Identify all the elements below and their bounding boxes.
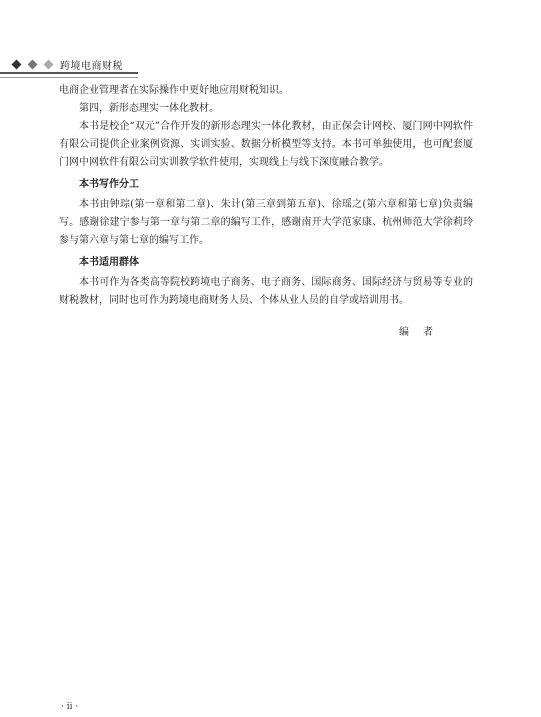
- body-paragraph: 本书是校企“双元”合作开发的新形态理实一体化教材，由正保会计网校、厦门网中网软件有限公司提供企业案例资源、实训实验、数据分析模型等支持。本书可单独使用，也可配套厦门网中网软件有限公司实训教学软件使用，实现线上与线下深度融合教学。: [59, 121, 473, 168]
- diamond-bullet-icon: [28, 59, 38, 69]
- page-number: · ii ·: [61, 702, 79, 712]
- author-signature: 编者: [399, 327, 447, 338]
- body-paragraph: 第四，新形态理实一体化教材。: [79, 103, 219, 114]
- header-rule: [0, 72, 138, 74]
- running-head-title: 跨境电商财税: [60, 60, 123, 72]
- section-heading: 本书写作分工: [79, 179, 139, 190]
- header-rule-thin: [0, 77, 138, 78]
- body-paragraph: 本书由钟琮(第一章和第二章)、朱计(第三章到第五章)、徐瑶之(第六章和第七章)负责编写。感谢徐建宁参与第一章与第二章的编写工作，感谢南开大学范家康、杭州师范大学徐莉玲参与第六章与第七章的编写工作。: [59, 199, 473, 246]
- body-paragraph: 电商企业管理者在实际操作中更好地应用财税知识。: [59, 85, 289, 96]
- page-body: [59, 82, 473, 342]
- running-head: [0, 56, 123, 72]
- diamond-bullet-icon: [12, 59, 22, 69]
- diamond-bullet-icon: [44, 59, 54, 69]
- body-paragraph: 本书可作为各类高等院校跨境电子商务、电子商务、国际商务、国际经济与贸易等专业的财税教材，同时也可作为跨境电商财务人员、个体从业人员的自学或培训用书。: [59, 277, 473, 306]
- section-heading: 本书适用群体: [79, 257, 139, 268]
